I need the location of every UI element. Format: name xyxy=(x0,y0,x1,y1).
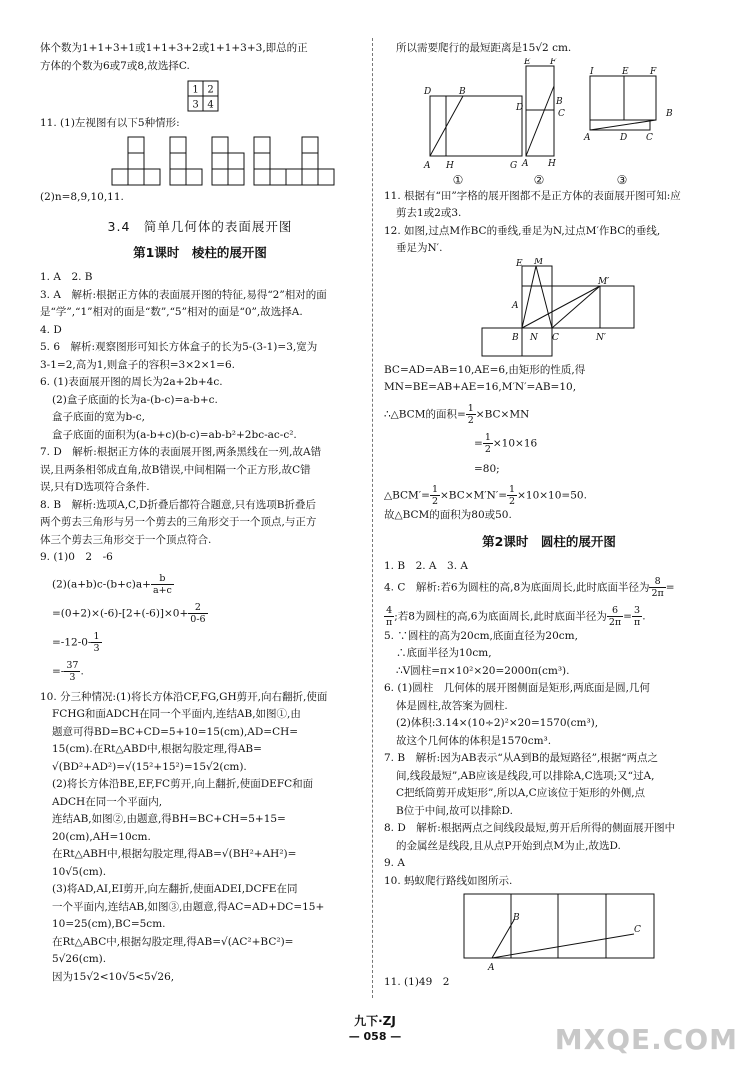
left-column xyxy=(40,40,360,986)
diagram-label-3: ③ xyxy=(616,172,628,187)
fraction-numerator: b xyxy=(151,573,174,585)
text-line: 两个剪去三角形与另一个剪去的三角形交于一个顶点,与正方 xyxy=(40,516,317,528)
text-line: 盒子底面的面积为(a-b+c)(b-c)=ab-b²+2bc-ac-c². xyxy=(52,428,297,441)
text-line: 5. 6 解析:观察图形可知长方体盒子的长为5-(3-1)=3,宽为 xyxy=(40,341,318,353)
fraction-denominator: 2 xyxy=(467,414,474,426)
math-text: =-12-0- xyxy=(52,636,92,648)
text-line: 10. 分三种情况:(1)将长方体沿CF,FG,GH剪开,向右翻折,使面 xyxy=(40,690,328,703)
math-line xyxy=(384,432,714,455)
text-line: 在Rt△ABC中,根据勾股定理,得AB=√(AC²+BC²)= xyxy=(52,935,294,948)
text-line: 在Rt△ABH中,根据勾股定理,得AB=√(BH²+AH²)= xyxy=(52,848,297,860)
svg-text:E: E xyxy=(622,66,629,77)
text-line: ADCH在同一个平面内, xyxy=(52,795,163,808)
fraction-numerator: 1 xyxy=(467,402,474,414)
svg-text:B: B xyxy=(556,96,563,107)
fraction xyxy=(607,605,623,628)
svg-text:A: A xyxy=(584,132,591,143)
svg-text:F: F xyxy=(550,57,557,67)
math-text: =- xyxy=(52,665,65,677)
svg-text:A: A xyxy=(424,160,431,171)
svg-text:D: D xyxy=(620,132,628,143)
text-line: 3. A 解析:根据正方体的表面展开图的特征,易得“2”相对的面 xyxy=(40,288,327,301)
watermark: MXQE.COM xyxy=(554,1023,738,1056)
fraction-denominator: 2π xyxy=(608,616,622,628)
text-line: 3-1=2,高为1,则盒子的容积=3×2×1=6. xyxy=(40,358,235,371)
svg-text:E: E xyxy=(524,57,531,67)
column-divider xyxy=(372,38,373,998)
fraction xyxy=(507,484,517,507)
fraction-numerator: 8 xyxy=(649,576,665,588)
math-text: . xyxy=(642,610,646,622)
svg-text:N: N xyxy=(530,332,538,343)
fraction-numerator: 2 xyxy=(188,602,207,614)
fraction-numerator: 1 xyxy=(93,630,100,642)
fraction-numerator: 37 xyxy=(66,659,79,671)
svg-text:B: B xyxy=(512,332,519,343)
grid-cell-2: 2 xyxy=(207,84,214,96)
svg-text:M: M xyxy=(534,257,544,267)
text-line: (2)将长方体沿BE,EF,FC剪开,向上翻折,使面DEFC和面 xyxy=(52,778,314,790)
svg-text:B: B xyxy=(513,913,520,923)
fraction xyxy=(483,432,493,455)
text-line: 垂足为N′. xyxy=(396,242,443,254)
text-line: 误,且两条相邻成直角,故B错误,中间相隔一个正方形,故C错 xyxy=(40,463,311,476)
text-line: 8. D 解析:根据两点之间线段最短,剪开后所得的侧面展开图中 xyxy=(384,822,676,834)
fraction-denominator: 2 xyxy=(509,496,516,507)
svg-text:I: I xyxy=(590,66,594,77)
math-line xyxy=(384,403,714,426)
text-line: ∴V圆柱=π×10²×20=2000π(cm³). xyxy=(396,664,570,677)
text-line: C把纸筒剪开成矩形”,所以A,C应该位于矩形的外侧,点 xyxy=(396,787,646,799)
fraction-denominator: π xyxy=(633,616,641,628)
fraction-denominator: 2π xyxy=(651,587,664,599)
text-line: 体个数为1+1+3+1或1+1+3+2或1+1+3+3,即总的正 xyxy=(40,42,308,54)
svg-text:A: A xyxy=(522,158,529,169)
text-line: (2)盒子底面的长为a-(b-c)=a-b+c. xyxy=(52,393,218,406)
fraction-denominator: 2 xyxy=(484,443,491,455)
fraction-numerator: 4 xyxy=(384,605,394,617)
math-line xyxy=(384,484,714,507)
svg-text:H: H xyxy=(548,158,556,169)
svg-text:G: G xyxy=(510,160,518,171)
fraction-denominator: 3 xyxy=(93,642,100,654)
text-line: ∴底面半径为10cm, xyxy=(396,647,492,659)
fraction-denominator: 3 xyxy=(69,671,76,683)
fraction xyxy=(188,602,207,625)
text-line: B位于中间,故可以排除D. xyxy=(396,804,513,817)
right-column xyxy=(384,40,714,992)
text-line: BC=AD=AB=10,AE=6,由矩形的性质,得 xyxy=(384,363,586,376)
lesson-title: 第1课时 棱柱的展开图 xyxy=(133,244,267,260)
cube-net-diagram xyxy=(384,258,714,362)
fraction-numerator: 6 xyxy=(607,605,623,617)
text-line: 5√26(cm). xyxy=(52,953,107,965)
fraction xyxy=(466,403,476,426)
text-line: 是“学”,“1”相对的面是“数”,“5”相对的面是“0”,故选择A. xyxy=(40,306,303,318)
svg-text:N′: N′ xyxy=(596,332,606,343)
text-line: 8. B 解析:选项A,C,D折叠后都符合题意,只有选项B折叠后 xyxy=(40,498,316,511)
math-text: = xyxy=(474,437,483,449)
fraction xyxy=(649,576,665,599)
svg-text:M′: M′ xyxy=(598,276,610,287)
text-line: 11. (1)左视图有以下5种情形: xyxy=(40,117,180,129)
text-line: 体三个剪去三角形交于一个顶点符合. xyxy=(40,533,212,546)
grade-label: 九下·ZJ xyxy=(354,1014,396,1028)
fraction xyxy=(384,605,394,628)
text-line: 1. A 2. B xyxy=(40,271,93,283)
text-line: 方体的个数为6或7或8,故选择C. xyxy=(40,59,190,72)
text-line: 体是圆柱,故答案为圆柱. xyxy=(396,699,508,712)
text-line: 20(cm),AH=10cm. xyxy=(52,830,151,843)
math-text: △BCM′= xyxy=(384,489,430,502)
text-line: 间,线段最短”,AB应该是线段,可以排除A,C选项;又“过A, xyxy=(396,769,655,782)
fraction-numerator: 1 xyxy=(484,431,491,443)
text-line: 10=25(cm),BC=5cm. xyxy=(52,918,166,930)
text-line: 9. (1)0 2 -6 xyxy=(40,551,113,563)
text-line: (2)n=8,9,10,11. xyxy=(40,190,124,203)
fraction-denominator: π xyxy=(386,616,393,628)
text-line: FCHG和面ADCH在同一个平面内,连结AB,如图①,由 xyxy=(52,708,301,720)
math-text: = xyxy=(665,581,675,593)
page-number: — 058 — xyxy=(348,1030,402,1043)
svg-text:C: C xyxy=(646,132,653,143)
fraction-denominator: 2 xyxy=(431,496,438,507)
svg-text:C: C xyxy=(634,925,641,935)
text-line: 7. D 解析:根据正方体的表面展开图,两条黑线在一列,故A错 xyxy=(40,446,322,458)
text-line: 15(cm).在Rt△ABD中,根据勾股定理,得AB= xyxy=(52,743,262,755)
grid-cell-4: 4 xyxy=(207,99,214,111)
svg-text:E: E xyxy=(516,258,523,269)
math-text: ×10×10=50. xyxy=(517,489,587,502)
svg-text:A: A xyxy=(512,300,519,311)
text-line: 5. ∵圆柱的高为20cm,底面直径为20cm, xyxy=(384,629,578,642)
text-line: 误,只有D选项符合条件. xyxy=(40,481,150,493)
math-line xyxy=(384,576,714,599)
fraction xyxy=(430,484,440,507)
unfolding-diagrams xyxy=(384,58,714,188)
text-line: 连结AB,如图②,由题意,得BH=BC+CH=5+15= xyxy=(52,813,286,825)
text-line: 题意可得BD=BC+CD=5+10=15(cm),AD=CH= xyxy=(52,725,299,738)
fraction-numerator: 3 xyxy=(632,605,642,617)
svg-text:A: A xyxy=(488,963,495,973)
grid-cell-1: 1 xyxy=(192,84,199,96)
math-line xyxy=(40,631,360,654)
ant-path-diagram xyxy=(384,890,714,974)
text-line: 剪去1或2或3. xyxy=(396,207,462,219)
text-line: 一个平面内,连结AB,如图③,由题意,得AC=AD+DC=15+ xyxy=(52,900,325,913)
lesson-title: 第2课时 圆柱的展开图 xyxy=(482,533,616,549)
text-line: (3)将AD,AI,EI剪开,向左翻折,使面ADEI,DCFE在同 xyxy=(52,883,298,895)
text-line: 10. 蚂蚁爬行路线如图所示. xyxy=(384,874,513,887)
text-line: 9. A xyxy=(384,857,405,869)
fraction-numerator: 1 xyxy=(431,484,438,495)
text-line: 故这个几何体的体积是1570cm³. xyxy=(396,734,552,747)
math-text: 4. C 解析:若6为圆柱的高,8为底面周长,此时底面半径为 xyxy=(384,581,650,593)
math-text: = xyxy=(623,610,632,622)
text-line: 6. (1)圆柱 几何体的展开图侧面是矩形,两底面是圆,几何 xyxy=(384,682,650,694)
math-line: =80; xyxy=(474,462,500,475)
svg-text:C: C xyxy=(552,332,559,343)
math-text: ×BC×M′N′= xyxy=(440,489,508,502)
svg-text:B: B xyxy=(666,108,673,119)
fraction xyxy=(64,660,80,683)
math-line xyxy=(40,660,360,683)
text-line: 12. 如图,过点M作BC的垂线,垂足为N,过点M′作BC的垂线, xyxy=(384,224,661,237)
fraction-numerator: 1 xyxy=(509,484,516,495)
math-line xyxy=(40,602,360,625)
fraction xyxy=(91,631,101,654)
text-line: 6. (1)表面展开图的周长为2a+2b+4c. xyxy=(40,376,223,388)
grid-cell-3: 3 xyxy=(192,99,199,111)
svg-text:H: H xyxy=(446,160,454,171)
svg-text:F: F xyxy=(650,66,657,77)
text-line: 故△BCM的面积为80或50. xyxy=(384,509,512,521)
math-text: . xyxy=(80,665,84,677)
math-text: ×10×16 xyxy=(492,437,538,449)
text-line: 所以需要爬行的最短距离是15√2 cm. xyxy=(396,42,572,54)
diagram-label-1: ① xyxy=(452,172,464,187)
text-line: 4. D xyxy=(40,323,62,336)
math-line xyxy=(384,605,714,628)
section-title: 3.4 简单几何体的表面展开图 xyxy=(107,219,293,234)
math-text: (2)(a+b)c-(b+c)a+ xyxy=(52,578,151,590)
math-text: ×BC×MN xyxy=(475,408,530,420)
number-grid-figure xyxy=(40,75,360,115)
text-line: 11. (1)49 2 xyxy=(384,976,450,988)
text-line: 的金属丝是线段,且从点P开始到点M为止,故选D. xyxy=(396,839,621,852)
text-line: (2)体积:3.14×(10÷2)²×20=1570(cm³), xyxy=(396,717,599,729)
fraction-denominator: a+c xyxy=(152,584,172,596)
svg-text:D: D xyxy=(424,86,432,97)
text-line: 7. B 解析:因为AB表示“从A到B的最短路径”,根据“两点之 xyxy=(384,752,659,764)
text-line: 11. 根据有“田”字格的展开图都不是正方体的表面展开图可知:应 xyxy=(384,189,681,202)
fraction-denominator: 0-6 xyxy=(190,613,206,625)
left-view-figures xyxy=(40,133,360,189)
text-line: 1. B 2. A 3. A xyxy=(384,560,468,572)
text-line: 10√5(cm). xyxy=(52,865,107,878)
text-line: √(BD²+AD²)=√(15²+15²)=15√2(cm). xyxy=(52,760,247,773)
svg-text:B: B xyxy=(459,86,466,97)
text-line: 因为15√2<10√5<5√26, xyxy=(52,970,175,983)
svg-text:D: D xyxy=(516,102,524,113)
diagram-label-2: ② xyxy=(533,172,545,187)
math-text: ∴△BCM的面积= xyxy=(384,408,466,420)
text-line: MN=BE=AB+AE=16,M′N′=AB=10, xyxy=(384,381,577,393)
math-line xyxy=(40,573,360,596)
text-line: 盒子底面的宽为b-c, xyxy=(52,411,145,423)
svg-text:C: C xyxy=(558,108,565,119)
fraction xyxy=(632,605,642,628)
math-text: =(0+2)×(-6)-[2+(-6)]×0+ xyxy=(52,607,189,619)
math-text: ;若8为圆柱的高,6为底面周长,此时底面半径为 xyxy=(394,610,607,622)
fraction xyxy=(151,573,174,596)
